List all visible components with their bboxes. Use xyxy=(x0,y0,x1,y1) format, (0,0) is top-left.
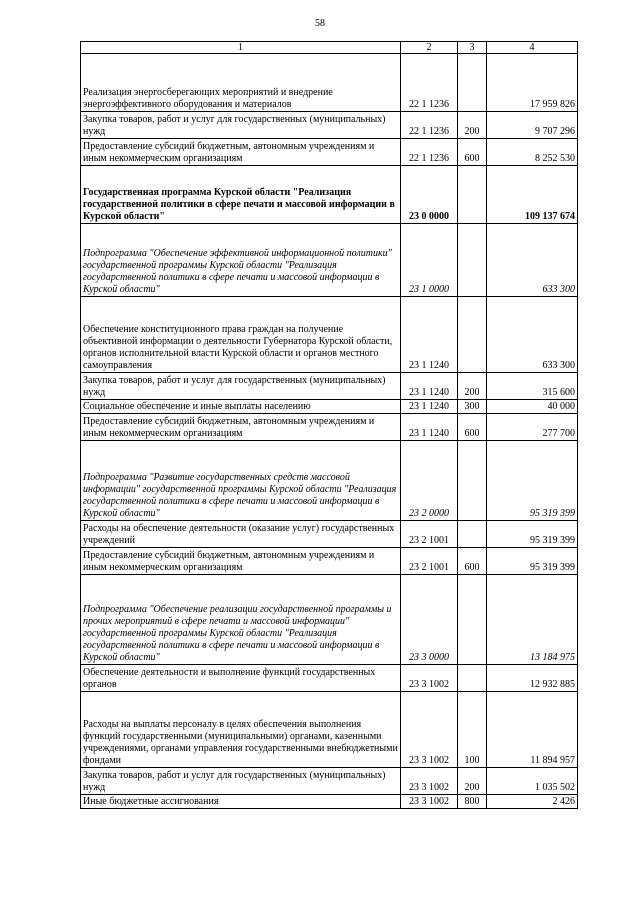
table-row xyxy=(81,795,578,809)
row-expense-type-cell: 200 xyxy=(458,112,487,139)
row-expense-type-cell xyxy=(458,297,487,373)
row-name-cell: Закупка товаров, работ и услуг для государственных (муниципальных) нужд xyxy=(81,768,401,795)
row-sum-cell: 17 959 826 xyxy=(487,54,578,112)
row-sum-cell: 633 300 xyxy=(487,297,578,373)
row-expense-type-cell: 300 xyxy=(458,400,487,414)
row-name-cell: Обеспечение конституционного права граждан на получение объективной информации о деятельности Губернатора Курской области, органов исполнительной власти Курской области и органов местного самоуправления xyxy=(81,297,401,373)
row-code-cell: 23 3 1002 xyxy=(401,665,458,692)
row-name-cell: Предоставление субсидий бюджетным, автономным учреждениям и иным некоммерческим организациям xyxy=(81,548,401,575)
table-row xyxy=(81,575,578,665)
table-row xyxy=(81,224,578,297)
table-row xyxy=(81,139,578,166)
table-row xyxy=(81,400,578,414)
header-col-1: 1 xyxy=(81,42,401,54)
row-sum-cell: 95 319 399 xyxy=(487,441,578,521)
row-name-cell: Подпрограмма "Развитие государственных средств массовой информации" государственной программы Курской области "Реализация государственной политики в сфере печати и массовой информации в Курской области" xyxy=(81,441,401,521)
row-sum-cell: 9 707 296 xyxy=(487,112,578,139)
row-code-cell: 22 1 1236 xyxy=(401,54,458,112)
table-row xyxy=(81,54,578,112)
row-sum-cell: 277 700 xyxy=(487,414,578,441)
row-sum-cell: 95 319 399 xyxy=(487,521,578,548)
header-col-4: 4 xyxy=(487,42,578,54)
table-header-row xyxy=(81,42,578,54)
row-code-cell: 23 1 1240 xyxy=(401,373,458,400)
row-expense-type-cell: 200 xyxy=(458,768,487,795)
header-col-2: 2 xyxy=(401,42,458,54)
row-expense-type-cell xyxy=(458,166,487,224)
row-expense-type-cell xyxy=(458,575,487,665)
row-sum-cell: 13 184 975 xyxy=(487,575,578,665)
table-row xyxy=(81,414,578,441)
row-name-cell: Государственная программа Курской области "Реализация государственной политики в сфере печати и массовой информации в Курской области" xyxy=(81,166,401,224)
row-name-cell: Предоставление субсидий бюджетным, автономным учреждениям и иным некоммерческим организациям xyxy=(81,139,401,166)
table-body xyxy=(81,54,578,809)
row-code-cell: 23 2 0000 xyxy=(401,441,458,521)
row-expense-type-cell xyxy=(458,441,487,521)
row-code-cell: 23 3 1002 xyxy=(401,795,458,809)
row-expense-type-cell: 100 xyxy=(458,692,487,768)
row-sum-cell: 40 000 xyxy=(487,400,578,414)
row-name-cell: Подпрограмма "Обеспечение эффективной информационной политики" государственной программы Курской области "Реализация государственной политики в сфере печати и массовой информации в Курской области" xyxy=(81,224,401,297)
row-sum-cell: 2 426 xyxy=(487,795,578,809)
row-sum-cell: 315 600 xyxy=(487,373,578,400)
row-sum-cell: 109 137 674 xyxy=(487,166,578,224)
header-col-3: 3 xyxy=(458,42,487,54)
row-name-cell: Реализация энергосберегающих мероприятий и внедрение энергоэффективного оборудования и материалов xyxy=(81,54,401,112)
row-name-cell: Социальное обеспечение и иные выплаты населению xyxy=(81,400,401,414)
row-expense-type-cell: 600 xyxy=(458,414,487,441)
row-code-cell: 23 3 0000 xyxy=(401,575,458,665)
row-code-cell: 23 1 1240 xyxy=(401,414,458,441)
row-sum-cell: 95 319 399 xyxy=(487,548,578,575)
budget-table xyxy=(80,41,578,809)
row-expense-type-cell: 200 xyxy=(458,373,487,400)
table-row xyxy=(81,692,578,768)
row-sum-cell: 1 035 502 xyxy=(487,768,578,795)
row-expense-type-cell xyxy=(458,54,487,112)
page-number: 58 xyxy=(315,18,325,29)
row-name-cell: Предоставление субсидий бюджетным, автономным учреждениям и иным некоммерческим организациям xyxy=(81,414,401,441)
row-expense-type-cell xyxy=(458,521,487,548)
row-code-cell: 23 2 1001 xyxy=(401,521,458,548)
row-sum-cell: 12 932 885 xyxy=(487,665,578,692)
row-name-cell: Закупка товаров, работ и услуг для государственных (муниципальных) нужд xyxy=(81,373,401,400)
table-row xyxy=(81,768,578,795)
row-expense-type-cell: 800 xyxy=(458,795,487,809)
row-code-cell: 23 1 0000 xyxy=(401,224,458,297)
table-row xyxy=(81,297,578,373)
row-code-cell: 23 1 1240 xyxy=(401,400,458,414)
row-name-cell: Закупка товаров, работ и услуг для государственных (муниципальных) нужд xyxy=(81,112,401,139)
table-row xyxy=(81,112,578,139)
row-expense-type-cell xyxy=(458,665,487,692)
row-code-cell: 23 2 1001 xyxy=(401,548,458,575)
row-code-cell: 23 0 0000 xyxy=(401,166,458,224)
table-row xyxy=(81,441,578,521)
row-code-cell: 23 1 1240 xyxy=(401,297,458,373)
row-name-cell: Расходы на выплаты персоналу в целях обеспечения выполнения функций государственными (муниципальными) органами, казенными учреждениями, органами управления государственными внебюджетными фондами xyxy=(81,692,401,768)
row-code-cell: 23 3 1002 xyxy=(401,692,458,768)
row-name-cell: Подпрограмма "Обеспечение реализации государственной программы и прочих мероприятий в сфере печати и массовой информации" государственной программы Курской области "Реализация государственной политики в сфере печати и массовой информации в Курской области" xyxy=(81,575,401,665)
table-row xyxy=(81,373,578,400)
row-code-cell: 22 1 1236 xyxy=(401,139,458,166)
row-name-cell: Обеспечение деятельности и выполнение функций государственных органов xyxy=(81,665,401,692)
row-expense-type-cell xyxy=(458,224,487,297)
row-sum-cell: 633 300 xyxy=(487,224,578,297)
row-expense-type-cell: 600 xyxy=(458,548,487,575)
row-code-cell: 23 3 1002 xyxy=(401,768,458,795)
table-row xyxy=(81,166,578,224)
table-row xyxy=(81,548,578,575)
row-name-cell: Расходы на обеспечение деятельности (оказание услуг) государственных учреждений xyxy=(81,521,401,548)
table-row xyxy=(81,521,578,548)
row-code-cell: 22 1 1236 xyxy=(401,112,458,139)
row-name-cell: Иные бюджетные ассигнования xyxy=(81,795,401,809)
row-sum-cell: 8 252 530 xyxy=(487,139,578,166)
table-row xyxy=(81,665,578,692)
row-expense-type-cell: 600 xyxy=(458,139,487,166)
row-sum-cell: 11 894 957 xyxy=(487,692,578,768)
